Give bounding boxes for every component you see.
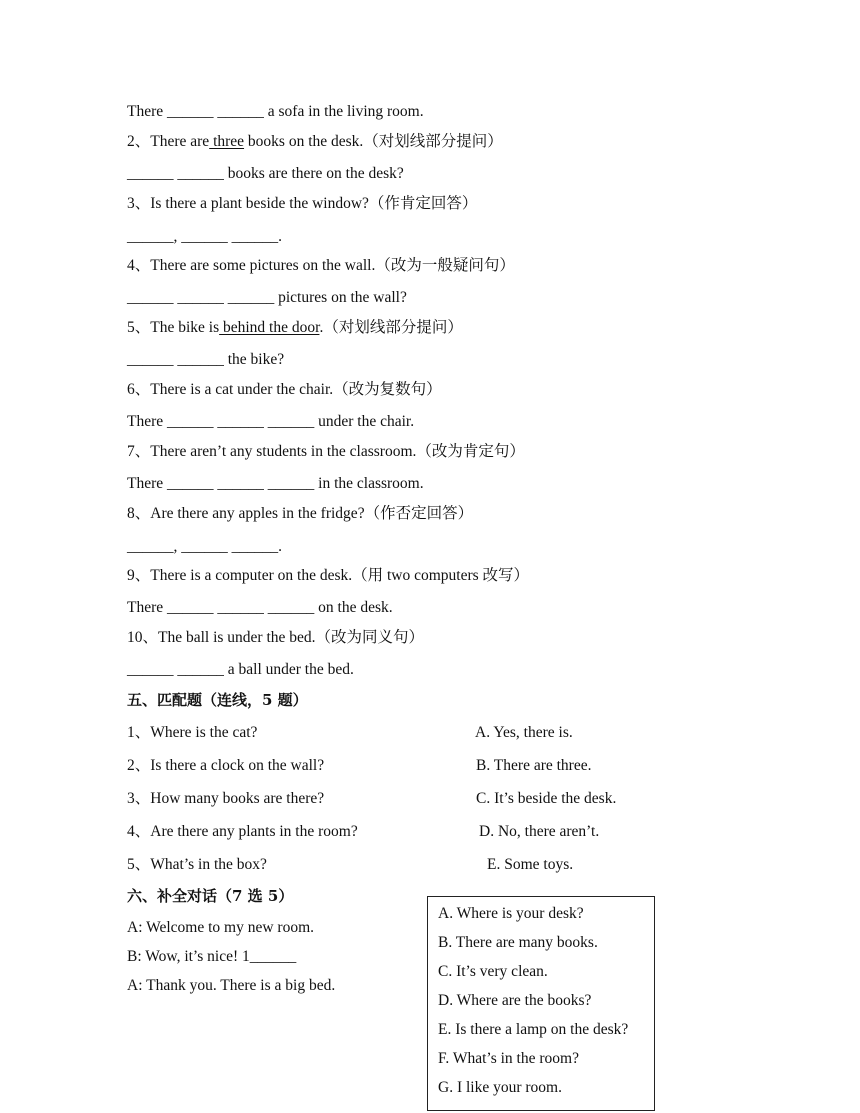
rewrite-question-2 [127,132,503,152]
dialogue-heading: 六、补全对话（7 选 5） [127,887,294,905]
q2-underlined: three [209,133,245,150]
matching-question: 1、Where is the cat? [127,724,258,741]
rewrite-answer-4: ______ ______ ______ pictures on the wall? [127,289,407,306]
matching-question: 4、Are there any plants in the room? [127,823,358,840]
dialogue-option: B. There are many books. [438,934,598,951]
dialogue-line: A: Welcome to my new room. [127,919,315,936]
matching-answer: B. There are three. [476,757,592,774]
rewrite-question-4: 4、There are some pictures on the wall.（改为一般疑问句） [127,257,515,274]
q2-suffix: books on the desk.（对划线部分提问） [244,133,503,150]
rewrite-answer-9: There ______ ______ ______ on the desk. [127,599,393,616]
dialogue-option: E. Is there a lamp on the desk? [438,1021,629,1038]
rewrite-answer-2: ______ ______ books are there on the desk? [127,165,404,182]
rewrite-question-6: 6、There is a cat under the chair.（改为复数句） [127,381,442,398]
rewrite-answer-10: ______ ______ a ball under the bed. [127,661,354,678]
matching-answer: A. Yes, there is. [475,724,573,741]
matching-question: 5、What’s in the box? [127,856,267,873]
dialogue-option: C. It’s very clean. [438,963,548,980]
matching-heading: 五、匹配题（连线，5 题） [127,691,308,709]
q2-prefix: 2、There are [127,133,210,150]
rewrite-question-7: 7、There aren’t any students in the classroom.（改为肯定句） [127,443,525,460]
rewrite-question-5 [127,318,463,338]
rewrite-question-9: 9、There is a computer on the desk.（用 two computers 改写） [127,567,530,584]
q5-suffix: .（对划线部分提问） [319,319,463,336]
matching-answer: E. Some toys. [487,856,574,873]
dialogue-line: A: Thank you. There is a big bed. [127,977,336,994]
rewrite-question-8: 8、Are there any apples in the fridge?（作否定回答） [127,505,474,522]
q5-underlined: behind the door [219,319,320,336]
rewrite-answer-6: There ______ ______ ______ under the chair. [127,413,415,430]
matching-question: 2、Is there a clock on the wall? [127,757,325,774]
rewrite-answer-3: ______, ______ ______. [127,228,282,245]
rewrite-question-10: 10、The ball is under the bed.（改为同义句） [127,629,425,646]
dialogue-option: F. What’s in the room? [438,1050,579,1067]
dialogue-option: A. Where is your desk? [438,905,584,922]
q5-prefix: 5、The bike is [127,319,220,336]
rewrite-answer-8: ______, ______ ______. [127,538,282,555]
dialogue-option: D. Where are the books? [438,992,592,1009]
rewrite-answer-7: There ______ ______ ______ in the classroom. [127,475,424,492]
matching-question: 3、How many books are there? [127,790,325,807]
matching-answer: D. No, there aren’t. [479,823,600,840]
dialogue-option: G. I like your room. [438,1079,562,1096]
rewrite-answer-1: There ______ ______ a sofa in the living room. [127,103,424,120]
dialogue-options-box [427,896,655,1111]
rewrite-answer-5: ______ ______ the bike? [127,351,285,368]
matching-answer: C. It’s beside the desk. [476,790,617,807]
rewrite-question-3: 3、Is there a plant beside the window?（作肯定回答） [127,195,478,212]
dialogue-line: B: Wow, it’s nice! 1______ [127,948,297,965]
